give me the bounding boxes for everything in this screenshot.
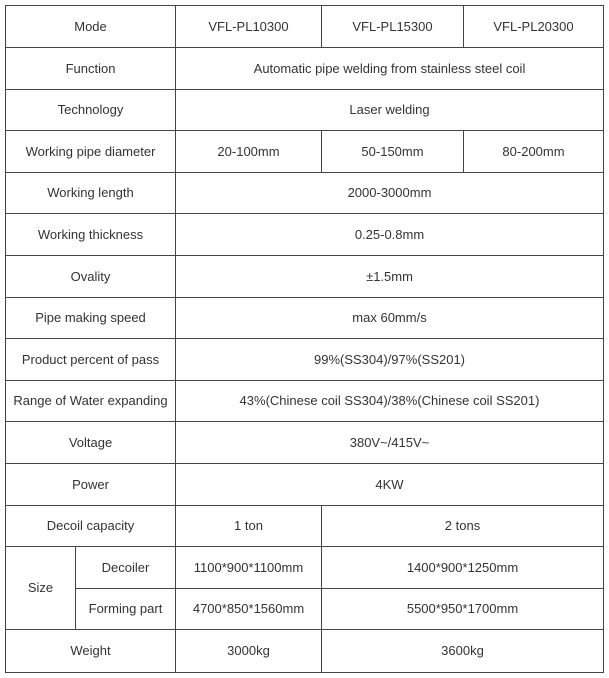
row-size-decoiler [6,547,604,589]
decoiler-label: Decoiler [76,547,176,589]
model-1: VFL-PL10300 [176,6,322,48]
voltage-label: Voltage [6,422,176,464]
decoil-capacity-value-2: 2 tons [322,506,604,547]
row-weight [6,630,604,673]
decoil-capacity-label: Decoil capacity [6,506,176,547]
diameter-label: Working pipe diameter [6,131,176,173]
weight-value-1: 3000kg [176,630,322,673]
forming-part-value-1: 4700*850*1560mm [176,589,322,630]
row-decoil-capacity [6,506,604,547]
power-label: Power [6,464,176,506]
speed-label: Pipe making speed [6,298,176,339]
row-power [6,464,604,506]
water-expanding-label: Range of Water expanding [6,381,176,422]
row-mode [6,6,604,48]
weight-label: Weight [6,630,176,673]
thickness-label: Working thickness [6,214,176,256]
row-speed [6,298,604,339]
function-value: Automatic pipe welding from stainless steel coil [176,48,604,90]
diameter-value-1: 20-100mm [176,131,322,173]
length-value: 2000-3000mm [176,173,604,214]
mode-label: Mode [6,6,176,48]
decoil-capacity-value-1: 1 ton [176,506,322,547]
ovality-value: ±1.5mm [176,256,604,298]
ovality-label: Ovality [6,256,176,298]
row-size-forming [6,589,604,630]
diameter-value-3: 80-200mm [464,131,604,173]
function-label: Function [6,48,176,90]
diameter-value-2: 50-150mm [322,131,464,173]
model-3: VFL-PL20300 [464,6,604,48]
forming-part-value-2: 5500*950*1700mm [322,589,604,630]
spec-table [5,5,604,673]
pass-percent-value: 99%(SS304)/97%(SS201) [176,339,604,381]
power-value: 4KW [176,464,604,506]
row-diameter [6,131,604,173]
decoiler-value-2: 1400*900*1250mm [322,547,604,589]
technology-value: Laser welding [176,90,604,131]
row-pass-percent [6,339,604,381]
row-voltage [6,422,604,464]
model-2: VFL-PL15300 [322,6,464,48]
row-function [6,48,604,90]
forming-part-label: Forming part [76,589,176,630]
speed-value: max 60mm/s [176,298,604,339]
length-label: Working length [6,173,176,214]
row-length [6,173,604,214]
pass-percent-label: Product percent of pass [6,339,176,381]
row-water-expanding [6,381,604,422]
thickness-value: 0.25-0.8mm [176,214,604,256]
technology-label: Technology [6,90,176,131]
row-ovality [6,256,604,298]
row-technology [6,90,604,131]
water-expanding-value: 43%(Chinese coil SS304)/38%(Chinese coil SS201) [176,381,604,422]
decoiler-value-1: 1100*900*1100mm [176,547,322,589]
voltage-value: 380V~/415V~ [176,422,604,464]
size-label: Size [6,547,76,630]
weight-value-2: 3600kg [322,630,604,673]
row-thickness [6,214,604,256]
